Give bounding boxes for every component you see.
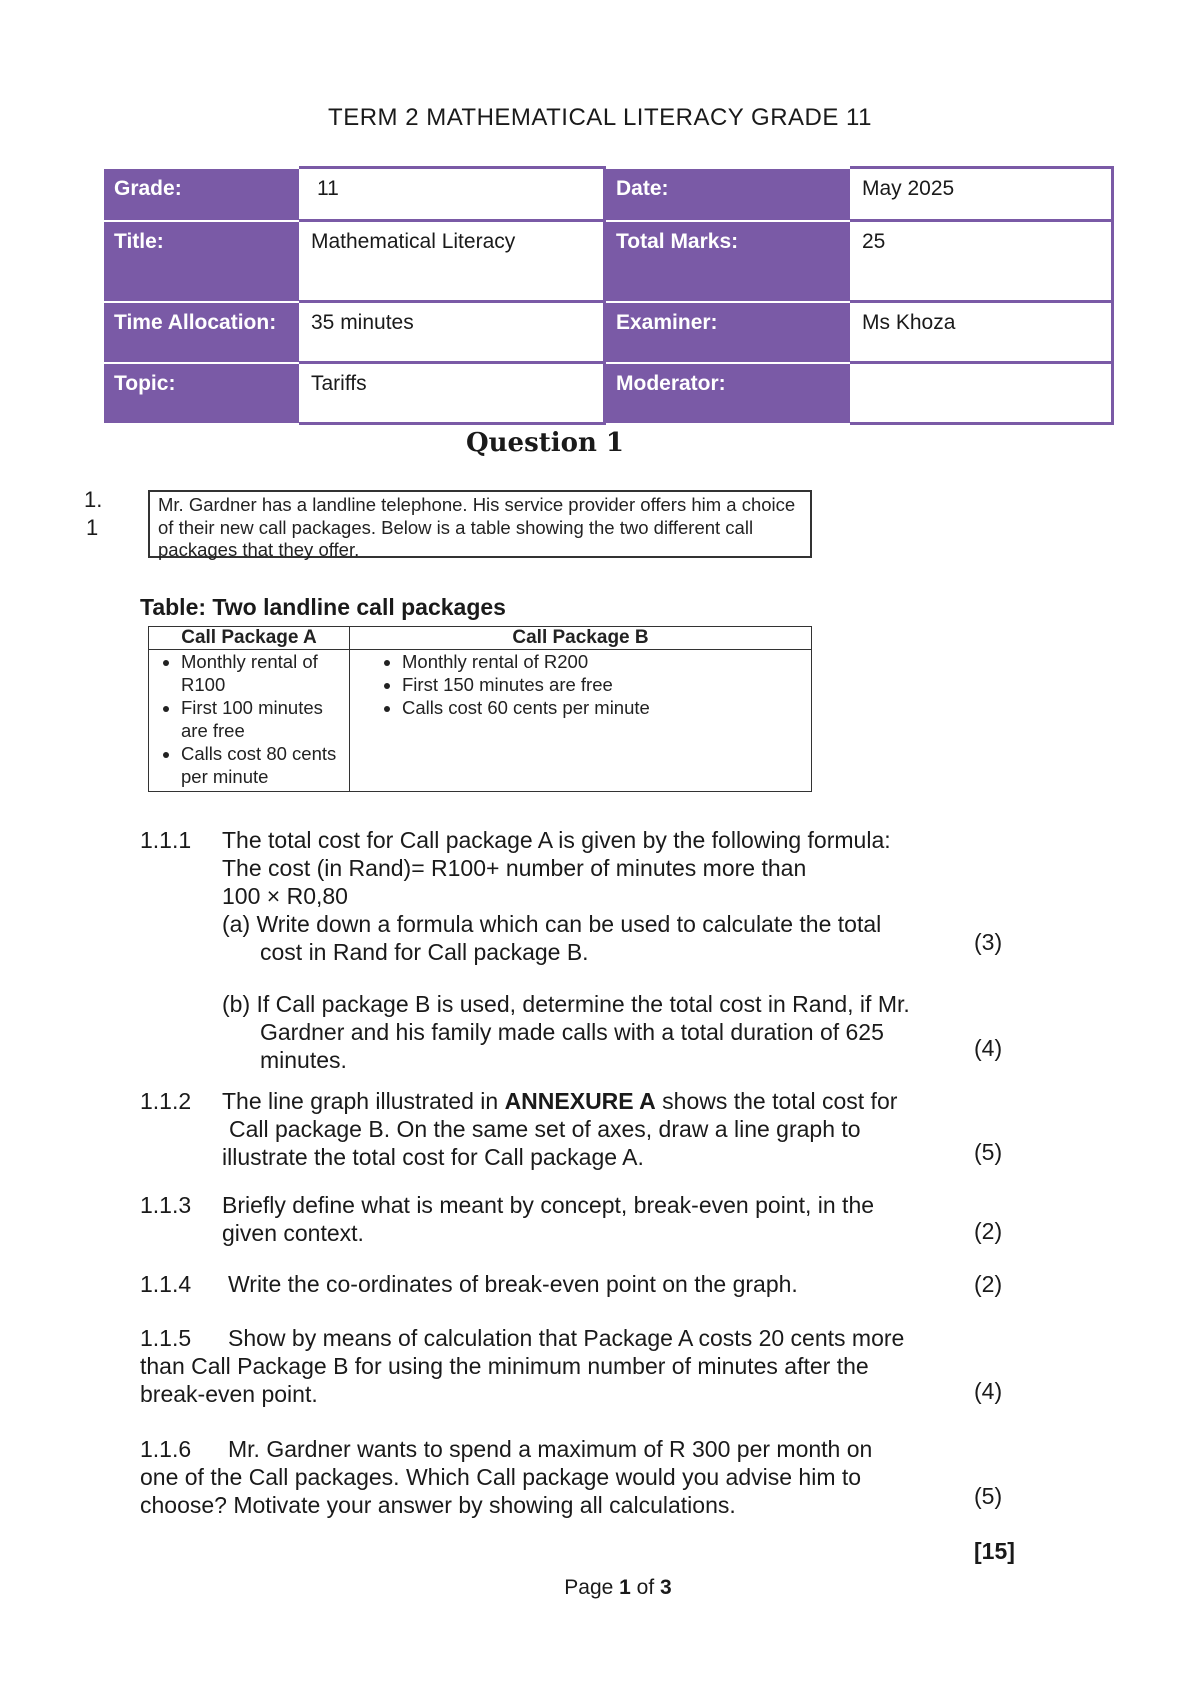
mark-allocation: (2)	[974, 1218, 1003, 1244]
mark-allocation: (3)	[974, 929, 1003, 955]
question-number: 1.1.5	[140, 1325, 192, 1351]
package-b-item: • First 150 minutes are free	[402, 673, 811, 696]
grade-label: Grade:	[103, 168, 300, 221]
question-text: Mr. Gardner wants to spend a maximum of R 300 per month on	[228, 1436, 873, 1462]
question-text: 100 × R0,80	[222, 883, 348, 909]
table-caption: Table: Two landline call packages	[140, 594, 506, 620]
total-marks-label: Total Marks:	[605, 221, 852, 302]
moderator-value	[851, 363, 1113, 424]
question-text: one of the Call packages. Which Call package would you advise him to	[140, 1464, 862, 1490]
question-text: choose? Motivate your answer by showing all calculations.	[140, 1492, 736, 1518]
examiner-label: Examiner:	[605, 302, 852, 363]
mark-allocation: (5)	[974, 1139, 1003, 1165]
time-allocation-value: 35 minutes	[300, 302, 605, 363]
package-a-heading: Call Package A	[149, 627, 350, 650]
question-number: 1.1.3	[140, 1192, 192, 1218]
mark-allocation: (4)	[974, 1035, 1003, 1061]
total-marks-value: 25	[851, 221, 1113, 302]
question-text: Show by means of calculation that Package A costs 20 cents more	[228, 1325, 905, 1351]
page-number: 1	[619, 1576, 631, 1599]
page-footer	[0, 1576, 1200, 1600]
package-a-cell	[149, 650, 350, 792]
question-text: than Call Package B for using the minimum number of minutes after the	[140, 1353, 869, 1379]
mark-allocation: (5)	[974, 1483, 1003, 1509]
intro-box: Mr. Gardner has a landline telephone. His service provider offers him a choice of their new call packages. Below is a table showing the two different call packages that they offer.	[148, 490, 812, 558]
package-b-item: • Calls cost 60 cents per minute	[402, 696, 811, 719]
question-text: illustrate the total cost for Call package A.	[222, 1144, 644, 1170]
annexure-reference: ANNEXURE A	[504, 1088, 656, 1114]
moderator-label: Moderator:	[605, 363, 852, 424]
question-title: Question 1	[465, 428, 624, 458]
question-text: The total cost for Call package A is given by the following formula:	[222, 827, 891, 853]
date-value: May 2025	[851, 168, 1113, 221]
package-b-item: • Monthly rental of R200	[402, 650, 811, 673]
package-b-cell	[350, 650, 812, 792]
question-text: break-even point.	[140, 1381, 318, 1407]
footer-of: of	[630, 1576, 661, 1599]
question-text-part: shows the total cost for	[655, 1088, 898, 1114]
question-text: Write the co-ordinates of break-even point on the graph.	[228, 1271, 798, 1297]
mark-allocation: (2)	[974, 1271, 1003, 1297]
question-number: 1.1.1	[140, 827, 192, 853]
question-number: 1.1.2	[140, 1088, 192, 1114]
grade-value: 11	[300, 168, 605, 221]
title-label: Title:	[103, 221, 300, 302]
package-b-heading: Call Package B	[350, 627, 812, 650]
question-number: 1.1.6	[140, 1436, 192, 1462]
document-title: TERM 2 MATHEMATICAL LITERACY GRADE 11	[328, 104, 872, 131]
question-text: given context.	[222, 1220, 364, 1246]
topic-value: Tariffs	[300, 363, 605, 424]
part-b-text: minutes.	[260, 1047, 347, 1073]
total-pages: 3	[660, 1576, 672, 1599]
package-a-item: • Monthly rental of R100	[181, 650, 349, 696]
call-packages-table	[148, 626, 812, 792]
part-a-text: cost in Rand for Call package B.	[260, 939, 589, 965]
question-number-line2: 1	[86, 515, 99, 540]
question-text	[222, 1087, 962, 1115]
date-label: Date:	[605, 168, 852, 221]
footer-prefix: Page	[564, 1576, 620, 1599]
exam-info-table	[102, 166, 1114, 425]
title-value: Mathematical Literacy	[300, 221, 605, 302]
question-number-line1: 1.	[84, 487, 103, 512]
question-text: Call package B. On the same set of axes, draw a line graph to	[229, 1116, 861, 1142]
package-a-item: • First 100 minutes are free	[181, 696, 349, 742]
part-b-text: (b) If Call package B is used, determine the total cost in Rand, if Mr.	[222, 991, 910, 1017]
topic-label: Topic:	[103, 363, 300, 424]
part-a-text: (a) Write down a formula which can be used to calculate the total	[222, 911, 882, 937]
question-number	[84, 486, 102, 542]
package-a-item: • Calls cost 80 cents per minute	[181, 742, 349, 788]
question-total: [15]	[974, 1538, 1015, 1564]
part-b-text: Gardner and his family made calls with a total duration of 625	[260, 1019, 884, 1045]
question-text: Briefly define what is meant by concept, break-even point, in the	[222, 1192, 875, 1218]
question-number: 1.1.4	[140, 1271, 192, 1297]
mark-allocation: (4)	[974, 1378, 1003, 1404]
question-text-part: The line graph illustrated in	[222, 1088, 505, 1114]
time-allocation-label: Time Allocation:	[103, 302, 300, 363]
question-text: The cost (in Rand)= R100+ number of minutes more than	[222, 855, 807, 881]
examiner-value: Ms Khoza	[851, 302, 1113, 363]
